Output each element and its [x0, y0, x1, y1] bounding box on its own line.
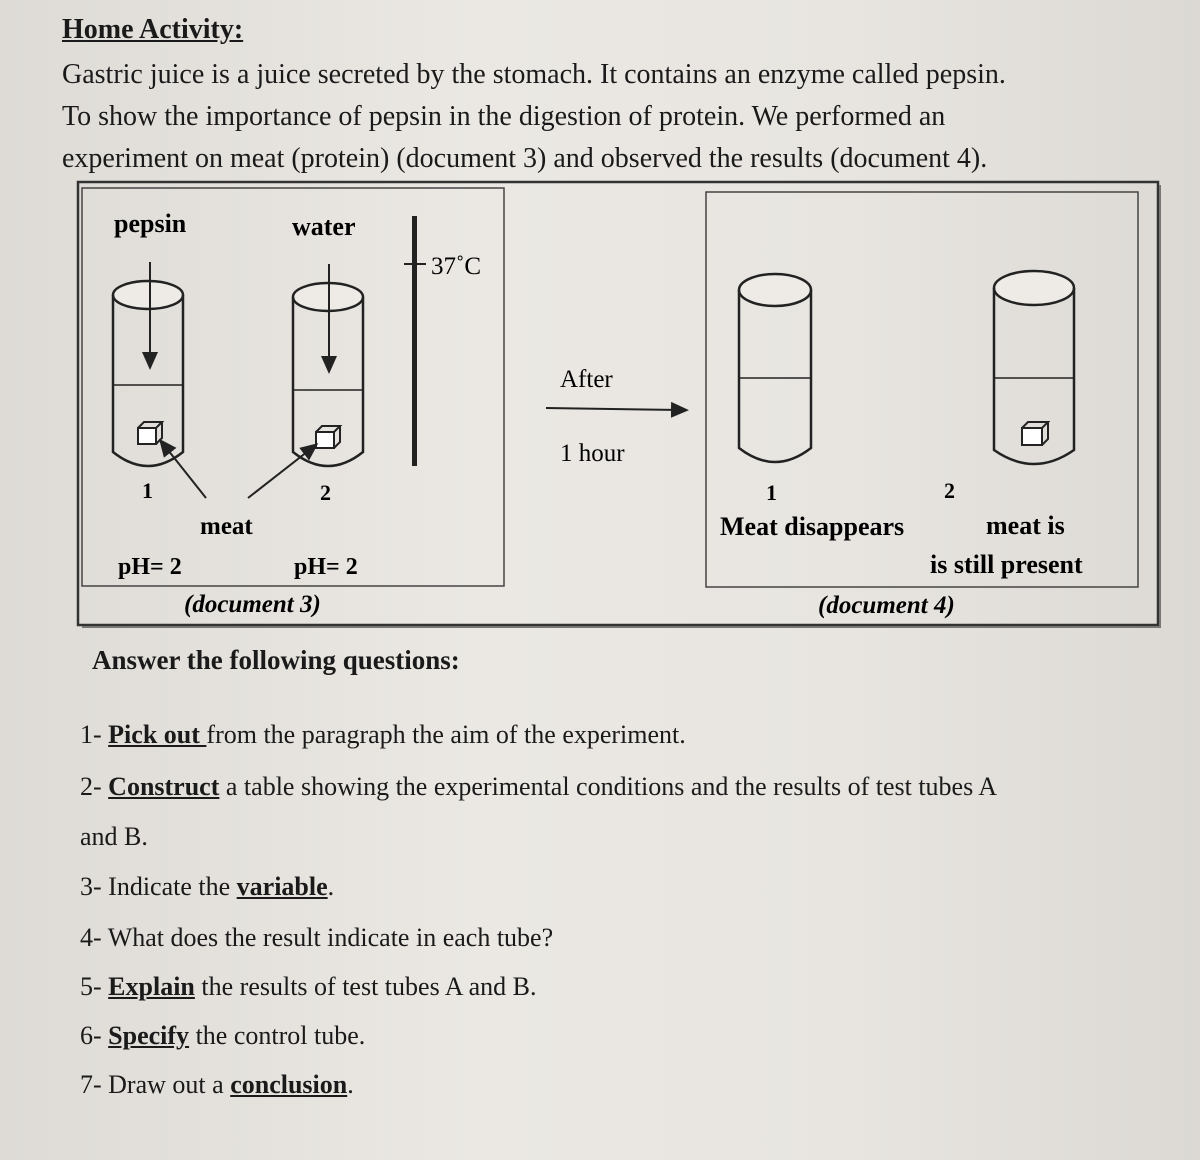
time-arrow — [546, 408, 681, 410]
question-number: 7- Draw out a — [80, 1070, 231, 1099]
question-keyword: Pick out — [108, 720, 207, 749]
result-tube-1-number: 1 — [766, 480, 777, 505]
question-3 — [80, 872, 334, 902]
test-tube-1-result — [739, 274, 811, 462]
thermometer-icon — [404, 216, 426, 466]
intro-line: Gastric juice is a juice secreted by the stomach. It contains an enzyme called pepsin. — [62, 59, 1006, 90]
question-text: 4- What does the result indicate in each tube? — [80, 923, 554, 952]
tube-2-number: 2 — [320, 480, 331, 505]
question-text: a table showing the experimental conditions and the results of test tubes A — [219, 772, 998, 801]
intro-line: To show the importance of pepsin in the digestion of protein. We performed an — [62, 101, 946, 132]
question-5 — [80, 972, 536, 1002]
question-2-continued — [80, 822, 148, 852]
question-2 — [80, 772, 997, 802]
intro-paragraph — [62, 54, 1122, 180]
question-number: 1- — [80, 720, 109, 749]
question-4 — [80, 923, 553, 953]
result-1-text: Meat disappears — [720, 512, 905, 541]
meat-cube-icon — [1022, 422, 1048, 445]
meat-cube-icon — [138, 422, 162, 444]
question-text: the control tube. — [189, 1021, 366, 1050]
question-number: 6- — [80, 1021, 109, 1050]
question-number: 2- — [80, 772, 109, 801]
meat-cube-icon — [316, 426, 340, 448]
water-label: water — [292, 212, 356, 241]
question-keyword: variable — [236, 872, 328, 901]
tube-1-ph: pH= 2 — [118, 554, 182, 580]
question-number: 3- Indicate the — [80, 872, 237, 901]
temperature-label: 37˚C — [431, 253, 481, 280]
document-4-caption: (document 4) — [818, 592, 955, 619]
question-text: from the paragraph the aim of the experiment. — [206, 720, 686, 749]
activity-title: Home Activity: — [62, 14, 244, 45]
result-tube-2-number: 2 — [944, 478, 955, 503]
meat-label: meat — [200, 513, 253, 540]
instruction-heading: Answer the following questions: — [92, 645, 460, 675]
result-2-line-1: meat is — [986, 511, 1065, 540]
question-keyword: conclusion — [230, 1070, 348, 1099]
question-1 — [80, 720, 686, 750]
experiment-figure — [76, 180, 1161, 630]
question-text: . — [347, 1070, 354, 1099]
test-tube-1 — [113, 262, 183, 466]
test-tube-2 — [293, 264, 363, 466]
question-keyword: Explain — [108, 972, 195, 1001]
document-3-caption: (document 3) — [184, 591, 321, 618]
after-label: After — [560, 366, 613, 393]
test-tube-2-result — [994, 271, 1074, 464]
intro-line: experiment on meat (protein) (document 3) and observed the results (document 4). — [62, 143, 988, 174]
pepsin-label: pepsin — [114, 209, 187, 238]
question-keyword: Specify — [108, 1021, 190, 1050]
time-label: 1 hour — [560, 440, 625, 467]
question-keyword: Construct — [108, 772, 220, 801]
question-6 — [80, 1021, 365, 1051]
question-text: . — [327, 872, 335, 901]
result-2-line-2: is still present — [930, 550, 1083, 579]
question-7 — [80, 1070, 354, 1100]
question-text: and B. — [80, 822, 148, 851]
question-text: the results of test tubes A and B. — [194, 972, 537, 1001]
tube-2-ph: pH= 2 — [294, 554, 358, 580]
question-number: 5- — [80, 972, 109, 1001]
tube-1-number: 1 — [142, 478, 153, 503]
